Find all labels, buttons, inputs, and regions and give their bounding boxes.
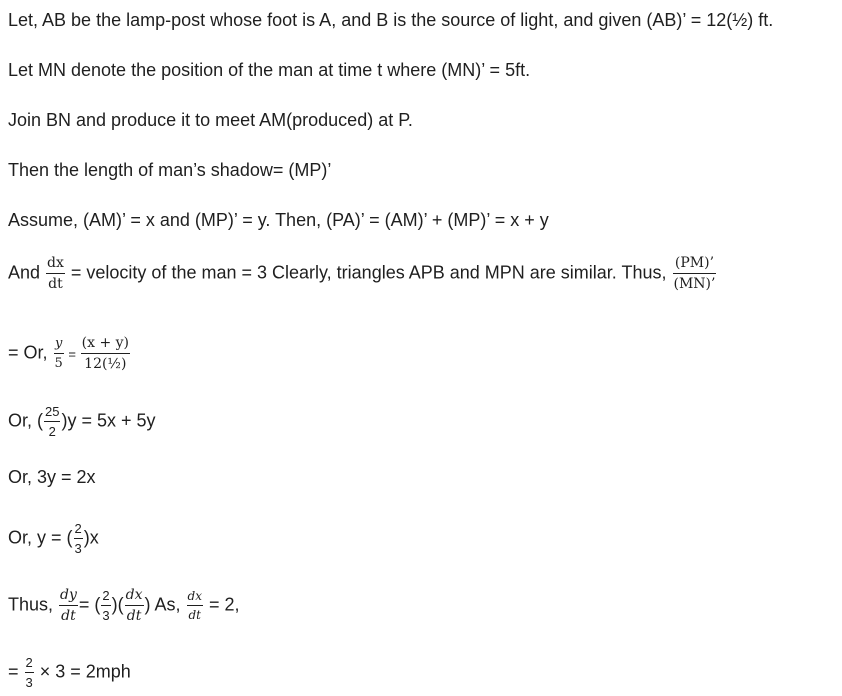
text-line-8 xyxy=(8,405,156,438)
fraction-dx-dt xyxy=(125,588,144,623)
fraction-numerator: dx xyxy=(187,590,203,606)
line8-prefix: Or, ( xyxy=(8,410,43,431)
fraction-denominator: 12(½) xyxy=(84,356,127,372)
line7-prefix: = Or, xyxy=(8,342,53,363)
fraction-25-2 xyxy=(44,405,60,438)
fraction-dx-dt xyxy=(46,256,65,291)
fraction-denominator: 3 xyxy=(74,541,82,556)
fraction-denominator: dt xyxy=(126,608,142,624)
text-line-1: Let, AB be the lamp-post whose foot is A, and B is the source of light, and given (AB)’ = 12(½) ft. xyxy=(8,10,774,30)
fraction-denominator: 5 xyxy=(54,356,63,371)
text-line-7 xyxy=(8,336,131,371)
fraction-denominator: 3 xyxy=(102,608,110,623)
fraction-denominator: dt xyxy=(188,608,202,622)
line10-suffix: )x xyxy=(83,527,99,548)
text-line-5: Assume, (AM)’ = x and (MP)’ = y. Then, (PA)’ = (AM)’ + (MP)’ = x + y xyxy=(8,210,549,230)
line7-equals: = xyxy=(64,346,80,362)
text-line-6 xyxy=(8,256,717,291)
fraction-numerator: dx xyxy=(125,588,144,606)
fraction-dy-dt xyxy=(59,588,78,623)
text-line-9: Or, 3y = 2x xyxy=(8,467,96,487)
fraction-denominator: (MN)’ xyxy=(673,276,716,292)
line11-mid: )( xyxy=(111,594,124,615)
fraction-numerator: 2 xyxy=(74,522,83,539)
fraction-numerator: 2 xyxy=(101,589,110,606)
line11-equals: = ( xyxy=(78,594,101,615)
fraction-y-5 xyxy=(54,337,64,370)
fraction-numerator: 2 xyxy=(25,656,34,673)
text-line-2: Let MN denote the position of the man at time t where (MN)’ = 5ft. xyxy=(8,60,531,80)
fraction-denominator: dt xyxy=(61,608,76,624)
fraction-denominator: 3 xyxy=(25,675,33,690)
line12-suffix: × 3 = 2mph xyxy=(34,661,131,682)
line6-middle: = velocity of the man = 3 Clearly, triangles APB and MPN are similar. Thus, xyxy=(65,262,672,283)
fraction-dx-dt-small xyxy=(187,590,203,621)
fraction-2-3 xyxy=(25,656,34,689)
fraction-numerator: (x + y) xyxy=(81,336,130,354)
fraction-2-3 xyxy=(101,589,110,622)
text-line-12 xyxy=(8,656,131,689)
fraction-numerator: y xyxy=(54,337,64,354)
fraction-xy-12half xyxy=(81,336,130,371)
fraction-pm-mn xyxy=(673,256,717,291)
line12-prefix: = xyxy=(8,661,24,682)
line8-suffix: )y = 5x + 5y xyxy=(61,410,156,431)
text-line-4: Then the length of man’s shadow= (MP)’ xyxy=(8,160,332,180)
line11-prefix: Thus, xyxy=(8,594,59,615)
fraction-2-3 xyxy=(74,522,83,555)
fraction-denominator: dt xyxy=(48,276,63,292)
fraction-numerator: dx xyxy=(46,256,65,274)
text-line-10 xyxy=(8,522,99,555)
fraction-denominator: 2 xyxy=(48,424,56,439)
text-line-3: Join BN and produce it to meet AM(produced) at P. xyxy=(8,110,413,130)
line11-as: ) As, xyxy=(144,594,186,615)
text-line-11 xyxy=(8,588,240,623)
line10-prefix: Or, y = ( xyxy=(8,527,73,548)
line6-prefix: And xyxy=(8,262,46,283)
fraction-numerator: 25 xyxy=(44,405,60,422)
fraction-numerator: (PM)’ xyxy=(673,256,717,274)
line11-suffix: = 2, xyxy=(203,594,240,615)
fraction-numerator: dy xyxy=(59,588,78,606)
